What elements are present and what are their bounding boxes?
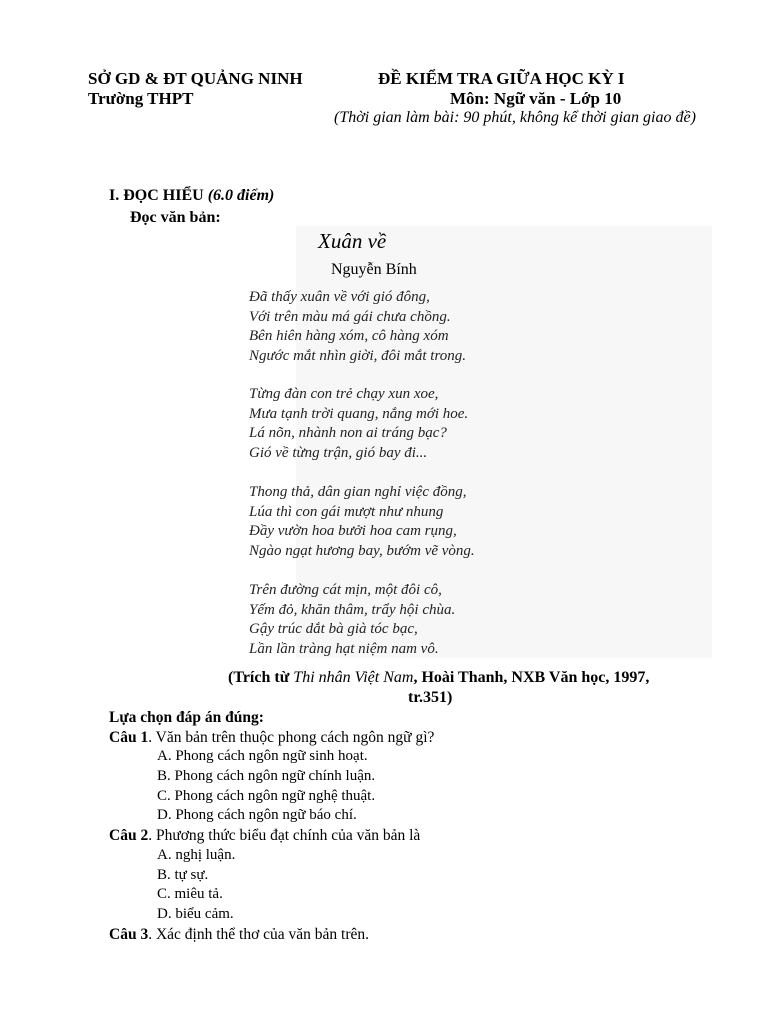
question-2-option-c: C. miêu tả. bbox=[157, 886, 223, 902]
question-text: . Xác định thể thơ của văn bản trên. bbox=[148, 926, 370, 943]
poem-line: Lúa thì con gái mượt như nhung bbox=[249, 503, 444, 520]
question-1-option-b: B. Phong cách ngôn ngữ chính luận. bbox=[157, 768, 376, 784]
section-title: I. ĐỌC HIỂU bbox=[109, 187, 204, 204]
poem-line: Mưa tạnh trời quang, nắng mới hoe. bbox=[249, 405, 469, 422]
question-2-option-d: D. biểu cảm. bbox=[157, 906, 234, 922]
department-name: SỞ GD & ĐT QUẢNG NINH bbox=[88, 69, 303, 88]
poem-line: Với trên màu má gái chưa chồng. bbox=[249, 308, 451, 325]
citation-suffix: , Hoài Thanh, NXB Văn học, 1997, bbox=[413, 669, 650, 686]
question-1 bbox=[109, 728, 434, 748]
question-label: Câu 2 bbox=[109, 827, 149, 844]
question-2-option-b: B. tự sự. bbox=[157, 867, 209, 883]
poem-line: Yếm đỏ, khăn thâm, trẩy hội chùa. bbox=[249, 601, 456, 618]
exam-duration: (Thời gian làm bài: 90 phút, không kể thời gian giao đề) bbox=[334, 109, 696, 126]
poem-title: Xuân về bbox=[318, 229, 387, 253]
poem-line: Từng đàn con trẻ chạy xun xoe, bbox=[249, 386, 439, 402]
poem-line: Lần lần tràng hạt niệm nam vô. bbox=[249, 640, 439, 657]
poem-line: Thong thả, dân gian nghỉ việc đồng, bbox=[249, 484, 467, 500]
citation-page: tr.351) bbox=[408, 689, 453, 706]
poem-author: Nguyễn Bính bbox=[331, 261, 417, 278]
poem-line: Ngào ngạt hương bay, bướm vẽ vòng. bbox=[249, 542, 475, 559]
question-1-option-d: D. Phong cách ngôn ngữ báo chí. bbox=[157, 807, 357, 823]
poem-stanza-3 bbox=[249, 483, 475, 561]
question-1-option-a: A. Phong cách ngôn ngữ sinh hoạt. bbox=[157, 748, 368, 764]
poem-stanza-1 bbox=[249, 288, 466, 366]
citation-book: Thi nhân Việt Nam bbox=[293, 669, 414, 686]
section-heading bbox=[109, 187, 274, 205]
question-3 bbox=[109, 925, 369, 945]
poem-line: Ngước mắt nhìn giời, đôi mắt trong. bbox=[249, 347, 466, 364]
section-points: (6.0 điểm) bbox=[207, 187, 275, 204]
instructions: Lựa chọn đáp án đúng: bbox=[109, 709, 264, 726]
poem-stanza-2 bbox=[249, 385, 468, 463]
school-name: Trường THPT bbox=[88, 89, 194, 108]
exam-title: ĐỀ KIỂM TRA GIỮA HỌC KỲ I bbox=[378, 69, 625, 88]
poem-line: Gậy trúc dắt bà già tóc bạc, bbox=[249, 621, 418, 638]
citation bbox=[228, 668, 649, 688]
poem-stanza-4 bbox=[249, 581, 455, 659]
poem-line: Đầy vườn hoa bưởi hoa cam rụng, bbox=[249, 523, 457, 540]
poem-line: Gió về từng trận, gió bay đi... bbox=[249, 444, 428, 461]
question-text: . Phương thức biểu đạt chính của văn bản là bbox=[148, 827, 421, 844]
poem-line: Trên đường cát mịn, một đôi cô, bbox=[249, 582, 442, 598]
question-2-option-a: A. nghị luận. bbox=[157, 847, 236, 863]
citation-prefix: (Trích từ bbox=[228, 669, 294, 686]
poem-line: Đã thấy xuân về với gió đông, bbox=[249, 289, 430, 305]
question-label: Câu 3 bbox=[109, 926, 149, 943]
subject-line: Môn: Ngữ văn - Lớp 10 bbox=[450, 89, 622, 108]
poem-line: Bên hiên hàng xóm, cô hàng xóm bbox=[249, 328, 449, 345]
question-label: Câu 1 bbox=[109, 729, 149, 746]
question-2 bbox=[109, 826, 420, 846]
read-label: Đọc văn bản: bbox=[130, 209, 221, 226]
question-1-option-c: C. Phong cách ngôn ngữ nghệ thuật. bbox=[157, 788, 376, 804]
poem-line: Lá nõn, nhành non ai tráng bạc? bbox=[249, 425, 447, 442]
question-text: . Văn bản trên thuộc phong cách ngôn ngữ gì? bbox=[148, 729, 435, 746]
